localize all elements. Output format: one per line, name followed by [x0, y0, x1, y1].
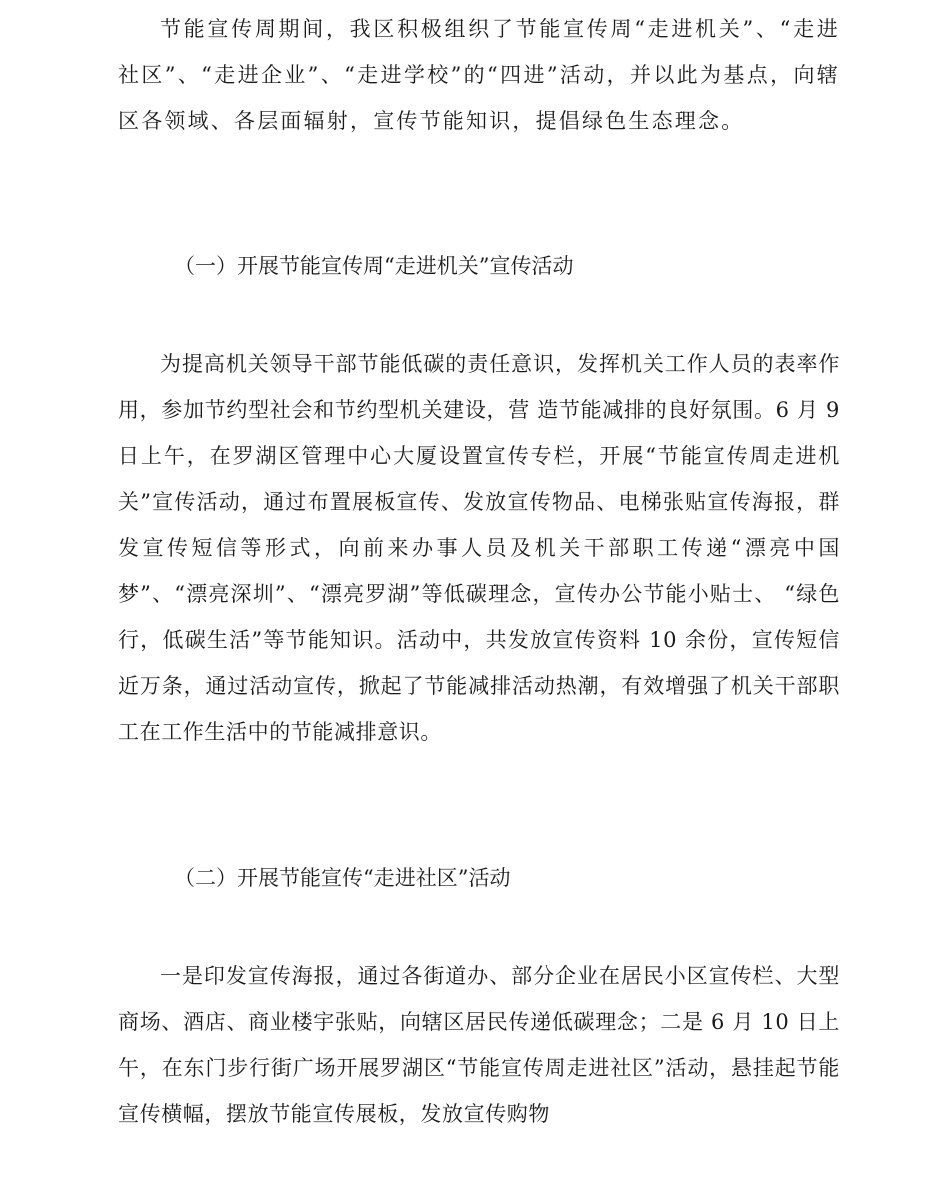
intro-paragraph: 节能宣传周期间，我区积极组织了节能宣传周“走进机关”、“走进社区”、“走进企业”、“走进学校”的“四进”活动，并以此为基点，向辖区各领域、各层面辐射，宣传节能知识，提倡绿色生态理念。 — [118, 17, 840, 133]
section-heading-2: （二）开展节能宣传“走进社区”活动 — [174, 866, 511, 890]
section-heading-1: （一）开展节能宣传周“走进机关”宣传活动 — [174, 254, 574, 278]
section-1-paragraph: 为提高机关领导干部节能低碳的责任意识，发挥机关工作人员的表率作用，参加节约型社会和节约型机关建设，营 造节能减排的良好氛围。6 月 9 日上午，在罗湖区管理中心大厦设置宣传专栏，开展“节能宣传周走进机关”宣传活动，通过布置展板宣传、发放宣传物品、电梯张贴宣传海报，群 发宣传短信等形式，向前来办事人员及机关干部职工传递“漂亮中国梦”、“漂亮深圳”、“漂亮罗湖”等低碳理念，宣传办公节能小贴士、 “绿色 行，低碳生活”等节能知识。活动中，共发放宣传资料 10 余份，宣传短信近万条，通过活动宣传，掀起了节能减排活动热潮，有效增强了机关干部职工在工作生活中的节能减排意识。 — [118, 352, 840, 744]
section-2-paragraph: 一是印发宣传海报，通过各街道办、部分企业在居民小区宣传栏、大型商场、酒店、商业楼宇张贴，向辖区居民传递低碳理念；二是 6 月 10 日上午，在东门步行街广场开展罗湖区“节能宣传周走进社区”活动，悬挂起节能宣传横幅，摆放节能宣传展板，发放宣传购物 — [118, 964, 840, 1126]
